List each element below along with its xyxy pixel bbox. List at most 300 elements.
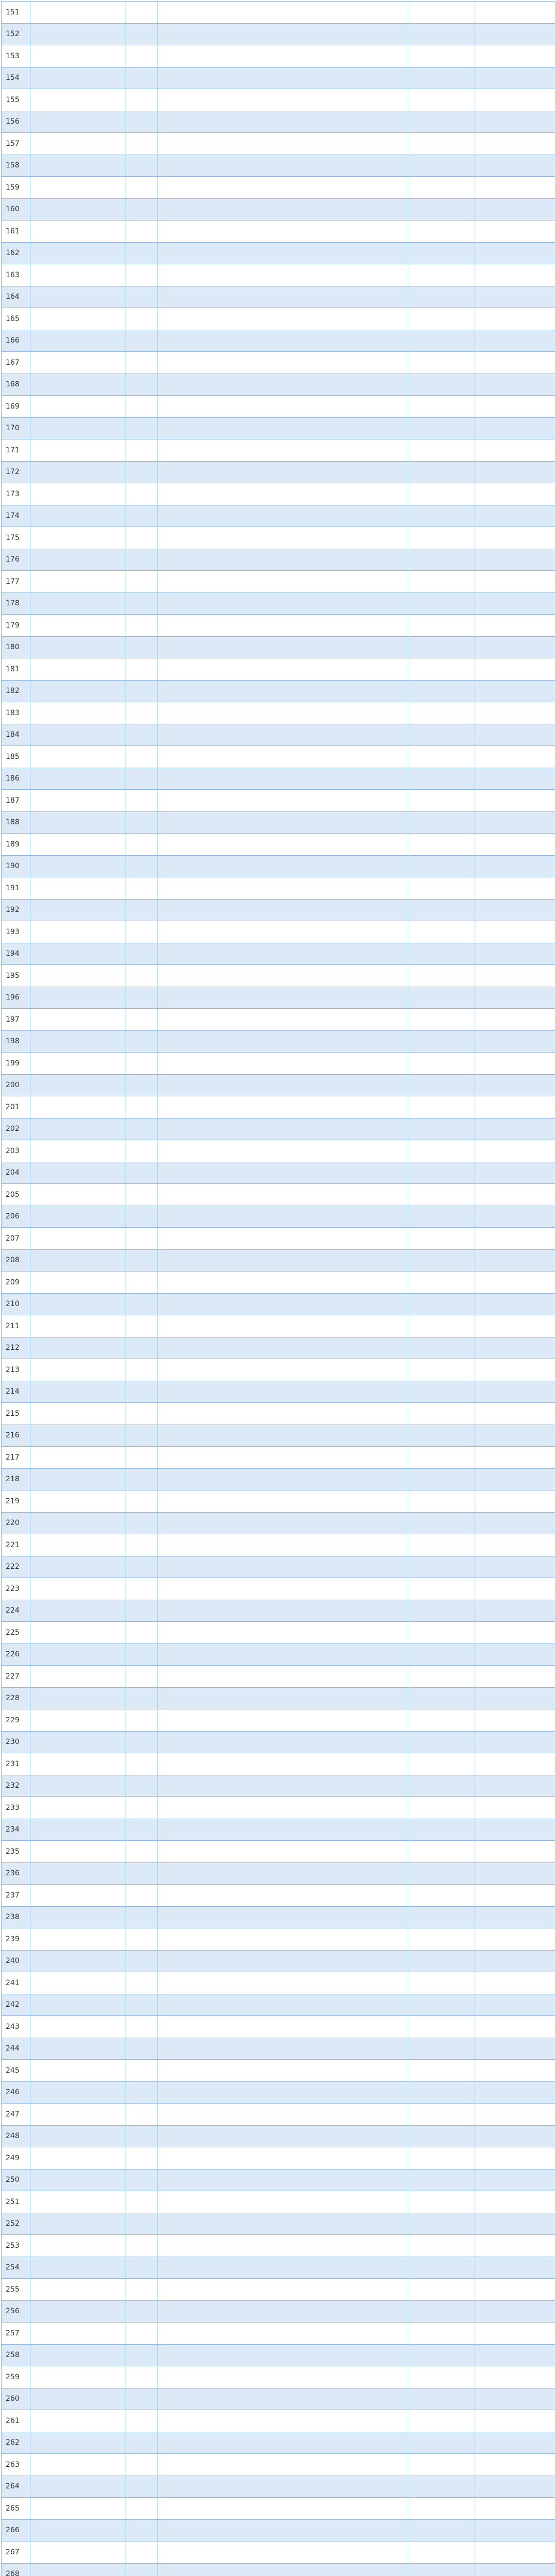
table-row <box>2 702 555 724</box>
address-cell <box>158 811 408 834</box>
address-cell <box>158 855 408 877</box>
table-row <box>2 1228 555 1250</box>
address-cell <box>158 1096 408 1118</box>
phone-cell <box>475 2410 555 2432</box>
store-name-cell <box>30 1534 126 1556</box>
address-cell <box>158 921 408 943</box>
phone-cell <box>475 855 555 877</box>
district-cell <box>126 680 158 702</box>
district-cell <box>126 724 158 746</box>
row-number-cell: 206 <box>2 1206 30 1228</box>
district-cell <box>126 2454 158 2476</box>
row-number-cell: 254 <box>2 2257 30 2279</box>
row-number-cell: 199 <box>2 1053 30 1075</box>
table-row <box>2 2476 555 2498</box>
table-row <box>2 2060 555 2082</box>
address-cell <box>158 1885 408 1907</box>
store-name-cell <box>30 1228 126 1250</box>
store-name-cell <box>30 177 126 199</box>
district-cell <box>126 286 158 308</box>
store-name-cell <box>30 987 126 1009</box>
address-cell <box>158 2016 408 2038</box>
row-number-cell: 180 <box>2 636 30 658</box>
district-cell <box>126 396 158 418</box>
row-number-cell: 153 <box>2 45 30 67</box>
district-cell <box>126 111 158 133</box>
row-number-cell: 257 <box>2 2323 30 2345</box>
district-cell <box>126 1249 158 1272</box>
row-number-cell: 211 <box>2 1315 30 1337</box>
address-cell <box>158 155 408 177</box>
row-number-cell: 203 <box>2 1140 30 1162</box>
phone-cell <box>475 1906 555 1928</box>
table-row <box>2 1315 555 1337</box>
contact-cell <box>408 2081 475 2104</box>
address-cell <box>158 1468 408 1490</box>
contact-cell <box>408 2 475 24</box>
address-cell <box>158 1687 408 1709</box>
row-number-cell: 262 <box>2 2432 30 2454</box>
store-name-cell <box>30 1096 126 1118</box>
address-cell <box>158 724 408 746</box>
contact-cell <box>408 899 475 921</box>
store-name-cell <box>30 1184 126 1206</box>
phone-cell <box>475 1096 555 1118</box>
address-cell <box>158 2235 408 2257</box>
table-row <box>2 23 555 45</box>
row-number-cell: 174 <box>2 505 30 527</box>
contact-cell <box>408 1972 475 1994</box>
row-number-cell: 198 <box>2 1030 30 1053</box>
row-number-cell: 177 <box>2 571 30 593</box>
phone-cell <box>475 221 555 243</box>
district-cell <box>126 746 158 768</box>
store-name-cell <box>30 1162 126 1184</box>
row-number-cell: 225 <box>2 1622 30 1644</box>
address-cell <box>158 1709 408 1732</box>
row-number-cell: 230 <box>2 1731 30 1753</box>
table-row <box>2 2300 555 2323</box>
contact-cell <box>408 2016 475 2038</box>
contact-cell <box>408 1490 475 1513</box>
address-cell <box>158 1118 408 1140</box>
district-cell <box>126 155 158 177</box>
row-number-cell: 196 <box>2 987 30 1009</box>
table-row <box>2 1337 555 1359</box>
phone-cell <box>475 1184 555 1206</box>
phone-cell <box>475 1797 555 1819</box>
row-number-cell: 236 <box>2 1862 30 1885</box>
table-row <box>2 2366 555 2388</box>
district-cell <box>126 1359 158 1381</box>
phone-cell <box>475 45 555 67</box>
table-row <box>2 417 555 439</box>
store-name-cell <box>30 2300 126 2323</box>
address-cell <box>158 1775 408 1797</box>
store-name-cell <box>30 2344 126 2366</box>
address-cell <box>158 89 408 111</box>
contact-cell <box>408 636 475 658</box>
contact-cell <box>408 702 475 724</box>
address-cell <box>158 1906 408 1928</box>
district-cell <box>126 1906 158 1928</box>
district-cell <box>126 1862 158 1885</box>
table-row <box>2 1381 555 1403</box>
district-cell <box>126 2498 158 2520</box>
district-cell <box>126 461 158 483</box>
contact-cell <box>408 746 475 768</box>
contact-cell <box>408 483 475 505</box>
address-cell <box>158 1600 408 1622</box>
row-number-cell: 159 <box>2 177 30 199</box>
store-name-cell <box>30 1490 126 1513</box>
store-name-cell <box>30 746 126 768</box>
phone-cell <box>475 1009 555 1031</box>
table-row <box>2 680 555 702</box>
district-cell <box>126 2213 158 2235</box>
table-row <box>2 198 555 221</box>
store-name-cell <box>30 2323 126 2345</box>
store-name-cell <box>30 1753 126 1775</box>
row-number-cell: 182 <box>2 680 30 702</box>
district-cell <box>126 1775 158 1797</box>
table-row <box>2 921 555 943</box>
contact-cell <box>408 1534 475 1556</box>
address-cell <box>158 1337 408 1359</box>
row-number-cell: 258 <box>2 2344 30 2366</box>
contact-cell <box>408 1862 475 1885</box>
address-cell <box>158 2169 408 2191</box>
table-row <box>2 2191 555 2213</box>
phone-cell <box>475 1643 555 1666</box>
district-cell <box>126 2388 158 2410</box>
address-cell <box>158 1950 408 1972</box>
district-cell <box>126 2279 158 2301</box>
store-name-cell <box>30 2060 126 2082</box>
table-row <box>2 1534 555 1556</box>
phone-cell <box>475 2257 555 2279</box>
contact-cell <box>408 2366 475 2388</box>
table-row <box>2 2519 555 2541</box>
phone-cell <box>475 1972 555 1994</box>
row-number-cell: 227 <box>2 1666 30 1688</box>
store-name-cell <box>30 133 126 155</box>
phone-cell <box>475 702 555 724</box>
phone-cell <box>475 834 555 856</box>
address-cell <box>158 23 408 45</box>
phone-cell <box>475 527 555 549</box>
row-number-cell: 178 <box>2 592 30 615</box>
store-name-cell <box>30 1556 126 1578</box>
contact-cell <box>408 2038 475 2060</box>
table-row <box>2 505 555 527</box>
table-row <box>2 1556 555 1578</box>
address-cell <box>158 790 408 812</box>
address-cell <box>158 1030 408 1053</box>
contact-cell <box>408 439 475 462</box>
phone-cell <box>475 2388 555 2410</box>
table-row <box>2 1030 555 1053</box>
contact-cell <box>408 417 475 439</box>
address-cell <box>158 2323 408 2345</box>
phone-cell <box>475 330 555 352</box>
contact-cell <box>408 2454 475 2476</box>
address-cell <box>158 1862 408 1885</box>
district-cell <box>126 1972 158 1994</box>
contact-cell <box>408 1928 475 1951</box>
phone-cell <box>475 987 555 1009</box>
address-cell <box>158 1753 408 1775</box>
row-number-cell: 164 <box>2 286 30 308</box>
row-number-cell: 186 <box>2 768 30 790</box>
store-name-cell <box>30 439 126 462</box>
district-cell <box>126 264 158 286</box>
address-cell <box>158 177 408 199</box>
phone-cell <box>475 899 555 921</box>
store-name-cell <box>30 330 126 352</box>
contact-cell <box>408 2563 475 2576</box>
district-cell <box>126 1819 158 1841</box>
row-number-cell: 237 <box>2 1885 30 1907</box>
row-number-cell: 241 <box>2 1972 30 1994</box>
district-cell <box>126 2476 158 2498</box>
district-cell <box>126 1534 158 1556</box>
store-name-cell <box>30 1906 126 1928</box>
contact-cell <box>408 811 475 834</box>
address-cell <box>158 45 408 67</box>
row-number-cell: 156 <box>2 111 30 133</box>
row-number-cell: 188 <box>2 811 30 834</box>
table-row <box>2 2563 555 2576</box>
phone-cell <box>475 636 555 658</box>
district-cell <box>126 1162 158 1184</box>
phone-cell <box>475 1775 555 1797</box>
table-row <box>2 2038 555 2060</box>
table-row <box>2 2344 555 2366</box>
district-cell <box>126 2016 158 2038</box>
table-row <box>2 1490 555 1513</box>
table-row <box>2 1862 555 1885</box>
phone-cell <box>475 1053 555 1075</box>
phone-cell <box>475 396 555 418</box>
phone-cell <box>475 439 555 462</box>
address-cell <box>158 2147 408 2170</box>
phone-cell <box>475 921 555 943</box>
row-number-cell: 214 <box>2 1381 30 1403</box>
row-number-cell: 264 <box>2 2476 30 2498</box>
address-cell <box>158 1206 408 1228</box>
store-name-cell <box>30 2104 126 2126</box>
phone-cell <box>475 2169 555 2191</box>
store-name-cell <box>30 1403 126 1425</box>
store-name-cell <box>30 111 126 133</box>
district-cell <box>126 2323 158 2345</box>
phone-cell <box>475 2104 555 2126</box>
district-cell <box>126 2541 158 2564</box>
table-row <box>2 155 555 177</box>
store-name-cell <box>30 1074 126 1096</box>
district-cell <box>126 790 158 812</box>
row-number-cell: 155 <box>2 89 30 111</box>
table-row <box>2 1074 555 1096</box>
table-row <box>2 1425 555 1447</box>
store-name-cell <box>30 2498 126 2520</box>
phone-cell <box>475 2 555 24</box>
district-cell <box>126 592 158 615</box>
district-cell <box>126 1228 158 1250</box>
row-number-cell: 213 <box>2 1359 30 1381</box>
store-name-cell <box>30 658 126 681</box>
phone-cell <box>475 67 555 89</box>
district-cell <box>126 177 158 199</box>
phone-cell <box>475 811 555 834</box>
address-cell <box>158 1578 408 1600</box>
table-row <box>2 461 555 483</box>
table-row <box>2 2125 555 2147</box>
row-number-cell: 229 <box>2 1709 30 1732</box>
table-row <box>2 2257 555 2279</box>
table-row <box>2 1928 555 1951</box>
row-number-cell: 217 <box>2 1447 30 1469</box>
contact-cell <box>408 264 475 286</box>
contact-cell <box>408 592 475 615</box>
table-row <box>2 658 555 681</box>
district-cell <box>126 198 158 221</box>
district-cell <box>126 2257 158 2279</box>
district-cell <box>126 2060 158 2082</box>
row-number-cell: 184 <box>2 724 30 746</box>
district-cell <box>126 2191 158 2213</box>
row-number-cell: 187 <box>2 790 30 812</box>
phone-cell <box>475 133 555 155</box>
contact-cell <box>408 198 475 221</box>
row-number-cell: 223 <box>2 1578 30 1600</box>
store-name-cell <box>30 768 126 790</box>
table-row <box>2 1162 555 1184</box>
store-name-cell <box>30 1643 126 1666</box>
phone-cell <box>475 1666 555 1688</box>
contact-cell <box>408 1994 475 2016</box>
phone-cell <box>475 308 555 330</box>
row-number-cell: 216 <box>2 1425 30 1447</box>
row-number-cell: 194 <box>2 943 30 965</box>
row-number-cell: 181 <box>2 658 30 681</box>
row-number-cell: 232 <box>2 1775 30 1797</box>
store-name-cell <box>30 2191 126 2213</box>
address-cell <box>158 1928 408 1951</box>
row-number-cell: 239 <box>2 1928 30 1951</box>
store-name-cell <box>30 1994 126 2016</box>
store-name-cell <box>30 1053 126 1075</box>
district-cell <box>126 2147 158 2170</box>
address-cell <box>158 2432 408 2454</box>
address-cell <box>158 1512 408 1534</box>
store-name-cell <box>30 1972 126 1994</box>
table-row <box>2 396 555 418</box>
table-row <box>2 2323 555 2345</box>
phone-cell <box>475 790 555 812</box>
table-row <box>2 1994 555 2016</box>
contact-cell <box>408 1841 475 1863</box>
address-cell <box>158 439 408 462</box>
table-row <box>2 483 555 505</box>
address-cell <box>158 1841 408 1863</box>
district-cell <box>126 1666 158 1688</box>
contact-cell <box>408 1622 475 1644</box>
address-cell <box>158 2410 408 2432</box>
store-name-cell <box>30 483 126 505</box>
phone-cell <box>475 1622 555 1644</box>
row-number-cell: 263 <box>2 2454 30 2476</box>
row-number-cell: 253 <box>2 2235 30 2257</box>
contact-cell <box>408 1096 475 1118</box>
district-cell <box>126 943 158 965</box>
address-cell <box>158 549 408 571</box>
table-row <box>2 1359 555 1381</box>
table-row <box>2 1249 555 1272</box>
table-row <box>2 133 555 155</box>
store-name-cell <box>30 2257 126 2279</box>
address-cell <box>158 1622 408 1644</box>
row-number-cell: 163 <box>2 264 30 286</box>
row-number-cell: 250 <box>2 2169 30 2191</box>
district-cell <box>126 921 158 943</box>
phone-cell <box>475 1950 555 1972</box>
phone-cell <box>475 1687 555 1709</box>
district-cell <box>126 899 158 921</box>
address-cell <box>158 133 408 155</box>
store-name-cell <box>30 2476 126 2498</box>
district-cell <box>126 1950 158 1972</box>
district-cell <box>126 1337 158 1359</box>
contact-cell <box>408 1053 475 1075</box>
contact-cell <box>408 1272 475 1294</box>
contact-cell <box>408 1797 475 1819</box>
phone-cell <box>475 1994 555 2016</box>
address-cell <box>158 2060 408 2082</box>
contact-cell <box>408 2104 475 2126</box>
phone-cell <box>475 177 555 199</box>
phone-cell <box>475 1359 555 1381</box>
row-number-cell: 260 <box>2 2388 30 2410</box>
store-name-cell <box>30 702 126 724</box>
row-number-cell: 238 <box>2 1906 30 1928</box>
contact-cell <box>408 834 475 856</box>
district-cell <box>126 1709 158 1732</box>
row-number-cell: 183 <box>2 702 30 724</box>
table-row <box>2 1206 555 1228</box>
contact-cell <box>408 2169 475 2191</box>
row-number-cell: 220 <box>2 1512 30 1534</box>
table-row <box>2 89 555 111</box>
address-cell <box>158 1972 408 1994</box>
district-cell <box>126 2169 158 2191</box>
contact-cell <box>408 2060 475 2082</box>
address-cell <box>158 2081 408 2104</box>
phone-cell <box>475 965 555 987</box>
table-row <box>2 1578 555 1600</box>
phone-cell <box>475 483 555 505</box>
contact-cell <box>408 1578 475 1600</box>
contact-cell <box>408 1819 475 1841</box>
store-name-cell <box>30 1512 126 1534</box>
contact-cell <box>408 921 475 943</box>
district-cell <box>126 1053 158 1075</box>
phone-cell <box>475 2541 555 2564</box>
contact-cell <box>408 2191 475 2213</box>
table-row <box>2 352 555 374</box>
table-row <box>2 1666 555 1688</box>
